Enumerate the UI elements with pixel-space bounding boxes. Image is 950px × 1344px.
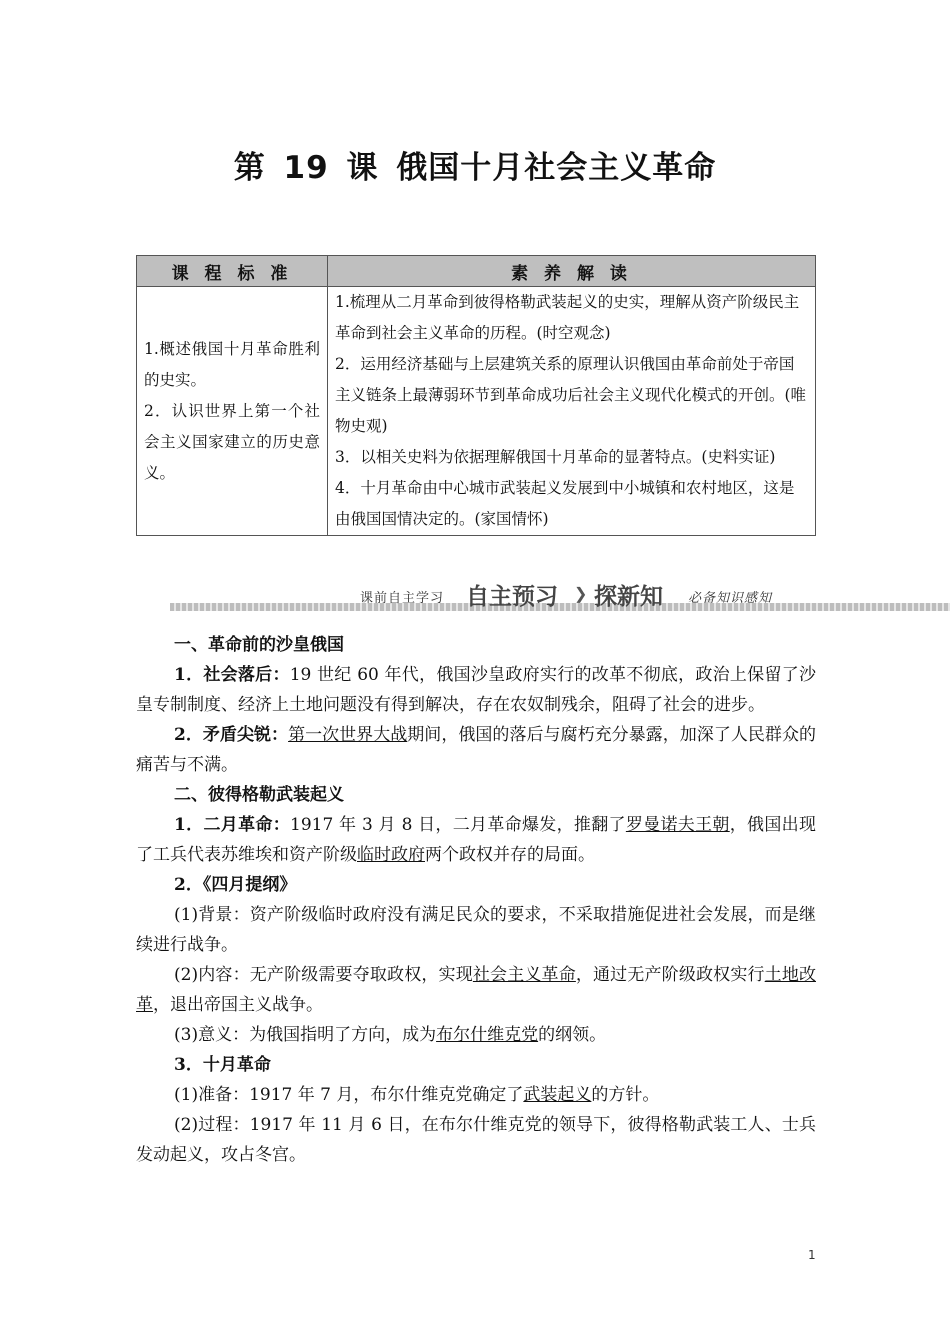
section-heading: 一、革命前的沙皇俄国 — [174, 635, 344, 655]
paragraph — [136, 1080, 816, 1110]
para-text: (2)内容：无产阶级需要夺取政权，实现 — [174, 965, 473, 985]
content-body — [136, 630, 816, 1170]
paragraph: (1)背景：资产阶级临时政府没有满足民众的要求，不采取措施促进社会发展，而是继续进行战争。 — [136, 905, 816, 955]
banner-right-text: 必备知识感知 — [688, 591, 773, 606]
banner-main-1: 自主预习 — [466, 584, 558, 610]
standard-cell — [137, 287, 328, 536]
page-title: 第 19 课 俄国十月社会主义革命 — [233, 150, 717, 186]
banner-stripe — [170, 603, 950, 611]
curriculum-table — [136, 255, 816, 536]
paragraph — [136, 660, 816, 720]
key-term: 土地改革 — [136, 965, 816, 1015]
col-header-literacy: 素 养 解 读 — [328, 256, 816, 287]
page-number: 1 — [808, 1248, 816, 1262]
banner-left-text: 课前自主学习 — [360, 591, 445, 606]
para-text: 19 世纪 60 年代，俄国沙皇政府实行的改革不彻底，政治上保留了沙皇专制制度、经济上土地问题没有得到解决，存在农奴制残余，阻碍了社会的进步。 — [136, 665, 816, 715]
paragraph — [136, 960, 816, 1020]
standard-line-1: 1.概述俄国十月革命胜利的史实。 — [144, 339, 320, 389]
col-header-standard: 课 程 标 准 — [137, 256, 328, 287]
key-term: 第一次世界大战 — [288, 725, 408, 745]
key-term: 社会主义革命 — [472, 965, 576, 985]
para-text: ，通过无产阶级政权实行 — [575, 965, 765, 985]
paragraph — [136, 1020, 816, 1050]
para-label: 1．社会落后： — [174, 665, 290, 685]
para-text: ，俄国出现了工兵代表苏维埃和资产阶级 — [136, 815, 816, 865]
key-term: 罗曼诺夫王朝 — [625, 815, 730, 835]
para-label: 2．矛盾尖锐： — [174, 725, 289, 745]
para-text: 期间，俄国的落后与腐朽充分暴露，加深了人民群众的痛苦与不满。 — [136, 725, 816, 775]
literacy-item: 4．十月革命由中心城市武装起义发展到中小城镇和农村地区，这是由俄国国情决定的。(家国情怀) — [335, 479, 795, 528]
para-text: (3)意义：为俄国指明了方向，成为 — [174, 1025, 437, 1045]
literacy-cell — [328, 287, 816, 536]
literacy-item: 1.梳理从二月革命到彼得格勒武装起义的史实，理解从资产阶级民主革命到社会主义革命的历程。(时空观念) — [335, 293, 800, 342]
para-text: 两个政权并存的局面。 — [425, 845, 595, 865]
literacy-item: 3．以相关史料为依据理解俄国十月革命的显著特点。(史料实证) — [335, 448, 776, 466]
paragraph — [136, 810, 816, 870]
para-text: 的方针。 — [591, 1085, 660, 1105]
banner-main-2: 探新知 — [594, 584, 663, 610]
para-text: (1)准备：1917 年 7 月，布尔什维克党确定了 — [174, 1085, 524, 1105]
key-term: 布尔什维克党 — [436, 1025, 539, 1045]
para-text: 1917 年 3 月 8 日，二月革命爆发，推翻了 — [290, 815, 626, 835]
section-heading: 二、彼得格勒武装起义 — [174, 785, 344, 805]
para-text: 的纲领。 — [538, 1025, 607, 1045]
sub-heading: 2．《四月提纲》 — [174, 875, 297, 895]
key-term: 临时政府 — [357, 845, 425, 865]
standard-line-2: 2．认识世界上第一个社会主义国家建立的历史意义。 — [144, 401, 320, 482]
para-text: ，退出帝国主义战争。 — [153, 995, 323, 1015]
para-label: 1．二月革命： — [174, 815, 291, 835]
section-banner — [170, 578, 950, 614]
sub-heading: 3．十月革命 — [174, 1055, 271, 1075]
literacy-item: 2．运用经济基础与上层建筑关系的原理认识俄国由革命前处于帝国主义链条上最薄弱环节到革命成功后社会主义现代化模式的开创。(唯物史观) — [335, 355, 807, 435]
paragraph — [136, 720, 816, 780]
key-term: 武装起义 — [523, 1085, 592, 1105]
chevron-right-icon: ❯ — [574, 584, 588, 603]
paragraph: (2)过程：1917 年 11 月 6 日，在布尔什维克党的领导下，彼得格勒武装工人、士兵发动起义，攻占冬宫。 — [136, 1115, 816, 1165]
